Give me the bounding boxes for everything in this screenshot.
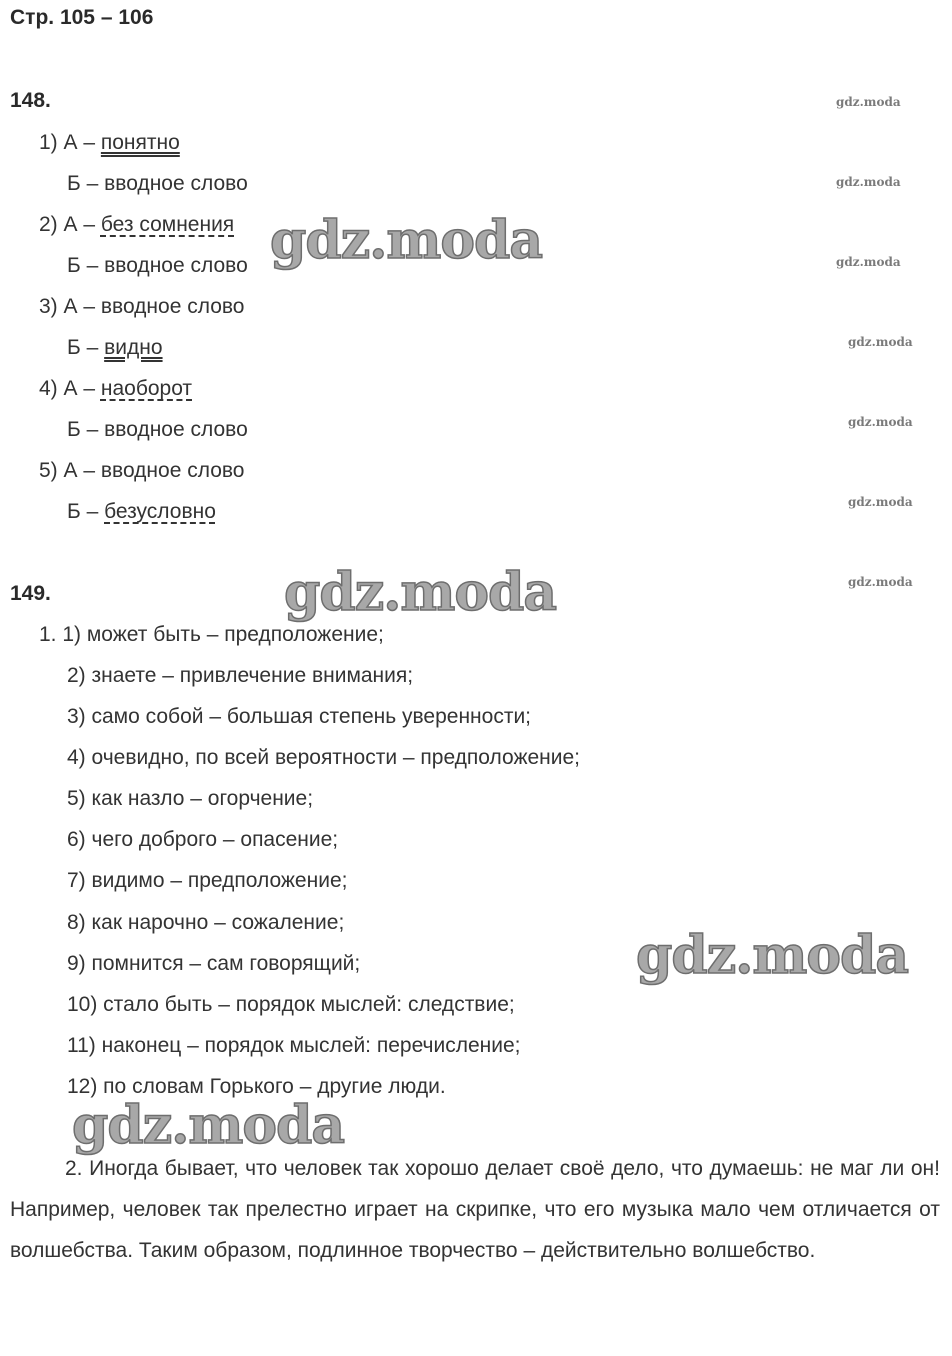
exercise-149-number: 149.	[10, 582, 51, 605]
ex149-paragraph: 2. Иногда бывает, что человек так хорошо делает своё дело, что думаешь: не маг ли он! Например, человек так прелестно играет на скрипке, что его музыка мало чем отличается от волшебства. Таким образом, подлинное творчество – действительно волшебство.	[10, 1157, 940, 1262]
watermark-large: gdz.moda	[270, 210, 543, 271]
ex148-item-4: 4) А – наоборот	[39, 377, 193, 400]
ex149-item-4: 4) очевидно, по всей вероятности – предположение;	[67, 746, 581, 769]
ex149-item-2: 2) знаете – привлечение внимания;	[67, 664, 414, 687]
ex149-item-5: 5) как назло – огорчение;	[67, 787, 314, 810]
ex149-item-7: 7) видимо – предположение;	[67, 869, 348, 892]
ex148-item-5: 5) А – вводное слово	[39, 459, 245, 482]
watermark-small: gdz.moda	[836, 95, 901, 109]
ex148-item-2b: Б – вводное слово	[67, 254, 248, 277]
ex149-item-9: 9) помнится – сам говорящий;	[67, 952, 361, 975]
ex149-item-1: 1. 1) может быть – предположение;	[39, 623, 384, 646]
ex148-item-5b: Б – безусловно	[67, 500, 216, 523]
underlined-word: понятно	[100, 131, 180, 154]
watermark-small: gdz.moda	[836, 255, 901, 269]
ex149-item-11: 11) наконец – порядок мыслей: перечисление;	[67, 1034, 521, 1057]
ex149-item-3: 3) само собой – большая степень уверенности;	[67, 705, 532, 728]
watermark-small: gdz.moda	[848, 575, 913, 589]
ex148-item-3: 3) А – вводное слово	[39, 295, 245, 318]
watermark-small: gdz.moda	[848, 495, 913, 509]
underlined-word: видно	[104, 336, 163, 359]
ex148-item-2: 2) А – без сомнения	[39, 213, 235, 236]
page-header: Стр. 105 – 106	[10, 6, 154, 29]
watermark-small: gdz.moda	[848, 415, 913, 429]
ex148-item-4b: Б – вводное слово	[67, 418, 248, 441]
ex149-item-8: 8) как нарочно – сожаление;	[67, 911, 345, 934]
ex148-item-3b: Б – видно	[67, 336, 163, 359]
watermark-large: gdz.moda	[72, 1095, 345, 1156]
underlined-word: без сомнения	[100, 213, 235, 236]
watermark-small: gdz.moda	[848, 335, 913, 349]
ex148-item-1b: Б – вводное слово	[67, 172, 248, 195]
ex149-item-6: 6) чего доброго – опасение;	[67, 828, 339, 851]
watermark-large: gdz.moda	[636, 925, 909, 986]
ex148-item-1: 1) А – понятно	[39, 131, 180, 154]
watermark-small: gdz.moda	[836, 175, 901, 189]
underlined-word: безусловно	[104, 500, 216, 523]
underlined-word: наоборот	[100, 377, 193, 400]
watermark-large: gdz.moda	[284, 562, 557, 623]
exercise-148-number: 148.	[10, 89, 51, 112]
ex149-item-10: 10) стало быть – порядок мыслей: следствие;	[67, 993, 515, 1016]
ex149-item-12: 12) по словам Горького – другие люди.	[67, 1075, 446, 1098]
